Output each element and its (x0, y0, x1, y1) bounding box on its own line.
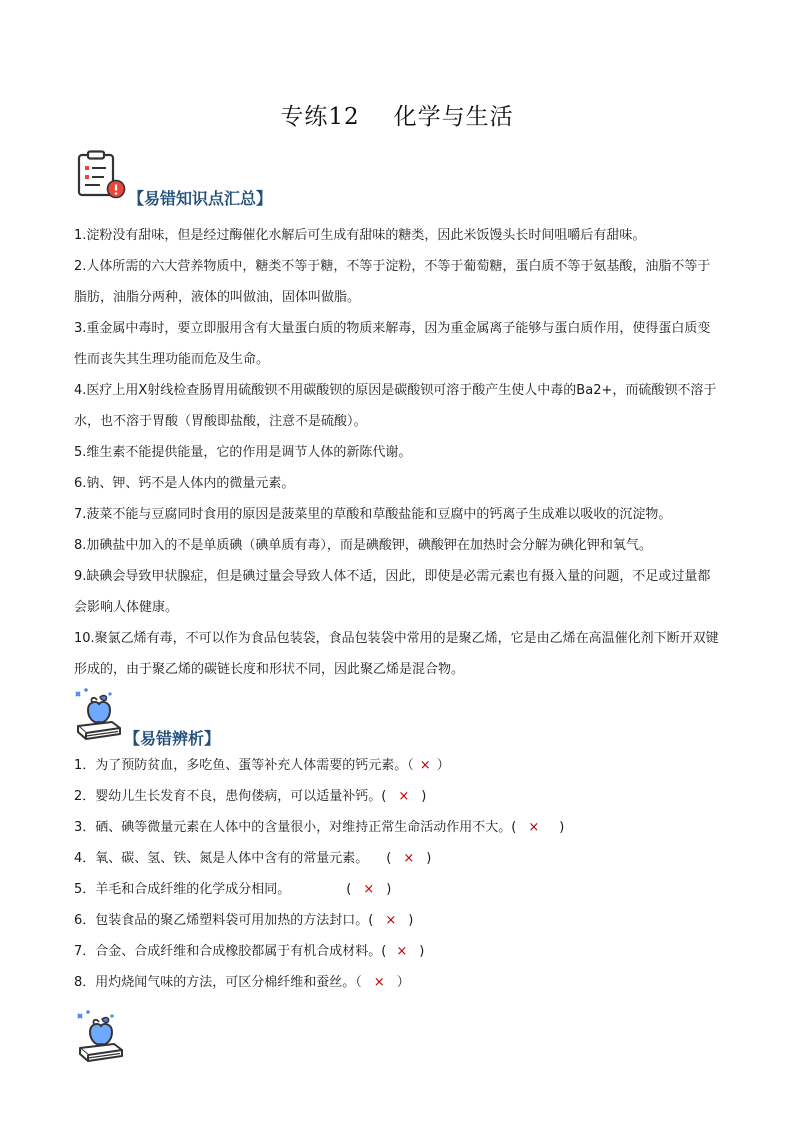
answer-mark: × (398, 789, 410, 804)
section-heading-error-points: 【易错知识点汇总】 (128, 189, 273, 208)
judgment-text: 3．硒、碘等微量元素在人体中的含量很小，对维持正常生命活动作用不大。( (74, 820, 517, 835)
judgment-item (74, 781, 722, 812)
judgment-text: 7．合金、合成纤维和合成橡胶都属于有机合成材料。( (74, 944, 387, 959)
close-paren: ) (426, 851, 432, 866)
close-paren: ) (408, 913, 414, 928)
judgment-text: 1．为了预防贫血，多吃鱼、蛋等补充人体需要的钙元素。（ (74, 758, 414, 773)
judgment-item (74, 967, 722, 998)
answer-mark: × (363, 882, 375, 897)
answer-mark: × (419, 758, 431, 773)
judgment-list (74, 750, 722, 998)
clipboard-warning-icon (76, 150, 128, 200)
knowledge-item: 7.菠菜不能与豆腐同时食用的原因是菠菜里的草酸和草酸盐能和豆腐中的钙离子生成难以吸收的沉淀物。 (74, 507, 672, 522)
judgment-item (74, 874, 722, 905)
answer-mark: × (403, 851, 415, 866)
knowledge-item: 10.聚氯乙烯有毒，不可以作为食品包装袋，食品包装袋中常用的是聚乙烯，它是由乙烯在高温催化剂下断开双键形成的，由于聚乙烯的碳链长度和形状不同，因此聚乙烯是混合物。 (74, 631, 719, 677)
knowledge-item: 4.医疗上用X射线检查肠胃用硫酸钡不用碳酸钡的原因是碳酸钡可溶于酸产生使人中毒的Ba2+，而硫酸钡不溶于水，也不溶于胃酸（胃酸即盐酸，注意不是硫酸）。 (74, 383, 717, 429)
answer-mark: × (373, 975, 385, 990)
title-number: 专练12 (280, 104, 360, 130)
answer-mark: × (385, 913, 397, 928)
judgment-text: 6．包装食品的聚乙烯塑料袋可用加热的方法封口。( (74, 913, 374, 928)
judgment-item (74, 750, 722, 781)
apple-on-books-icon (72, 1008, 128, 1066)
knowledge-item: 1.淀粉没有甜味，但是经过酶催化水解后可生成有甜味的糖类，因此米饭馒头长时间咀嚼后有甜味。 (74, 228, 646, 243)
close-paren: ） (436, 758, 450, 773)
judgment-text: 8．用灼烧闻气味的方法，可区分棉纤维和蚕丝。（ (74, 975, 362, 990)
apple-on-books-icon (70, 686, 126, 744)
close-paren: ) (419, 944, 425, 959)
knowledge-item: 2.人体所需的六大营养物质中，糖类不等于糖，不等于淀粉，不等于葡萄糖，蛋白质不等于氨基酸，油脂不等于脂肪，油脂分两种，液体的叫做油，固体叫做脂。 (74, 259, 711, 305)
judgment-item (74, 843, 722, 874)
judgment-text: 4．氧、碳、氢、铁、氮是人体中含有的常量元素。 (74, 851, 369, 866)
answer-mark: × (396, 944, 408, 959)
page-title (0, 98, 794, 131)
knowledge-item: 6.钠、钾、钙不是人体内的微量元素。 (74, 476, 295, 491)
section-heading-error-analysis: 【易错辨析】 (124, 729, 221, 748)
answer-mark: × (528, 820, 540, 835)
open-paren: ( (386, 851, 392, 866)
close-paren: ) (386, 882, 392, 897)
title-topic: 化学与生活 (393, 104, 514, 130)
close-paren: ) (559, 820, 565, 835)
close-paren: ) (421, 789, 427, 804)
judgment-item (74, 936, 722, 967)
close-paren: ） (396, 975, 410, 990)
knowledge-item: 9.缺碘会导致甲状腺症，但是碘过量会导致人体不适，因此，即使是必需元素也有摄入量的问题，不足或过量都会影响人体健康。 (74, 569, 711, 615)
knowledge-item: 8.加碘盐中加入的不是单质碘（碘单质有毒），而是碘酸钾，碘酸钾在加热时会分解为碘化钾和氧气。 (74, 538, 652, 553)
knowledge-item: 3.重金属中毒时，要立即服用含有大量蛋白质的物质来解毒，因为重金属离子能够与蛋白质作用，使得蛋白质变性而丧失其生理功能而危及生命。 (74, 321, 711, 367)
judgment-text: 5．羊毛和合成纤维的化学成分相同。 (74, 882, 291, 897)
judgment-text: 2．婴幼儿生长发育不良，患佝偻病，可以适量补钙。( (74, 789, 387, 804)
judgment-item (74, 812, 722, 843)
knowledge-item: 5.维生素不能提供能量，它的作用是调节人体的新陈代谢。 (74, 445, 412, 460)
open-paren: ( (346, 882, 352, 897)
judgment-item (74, 905, 722, 936)
